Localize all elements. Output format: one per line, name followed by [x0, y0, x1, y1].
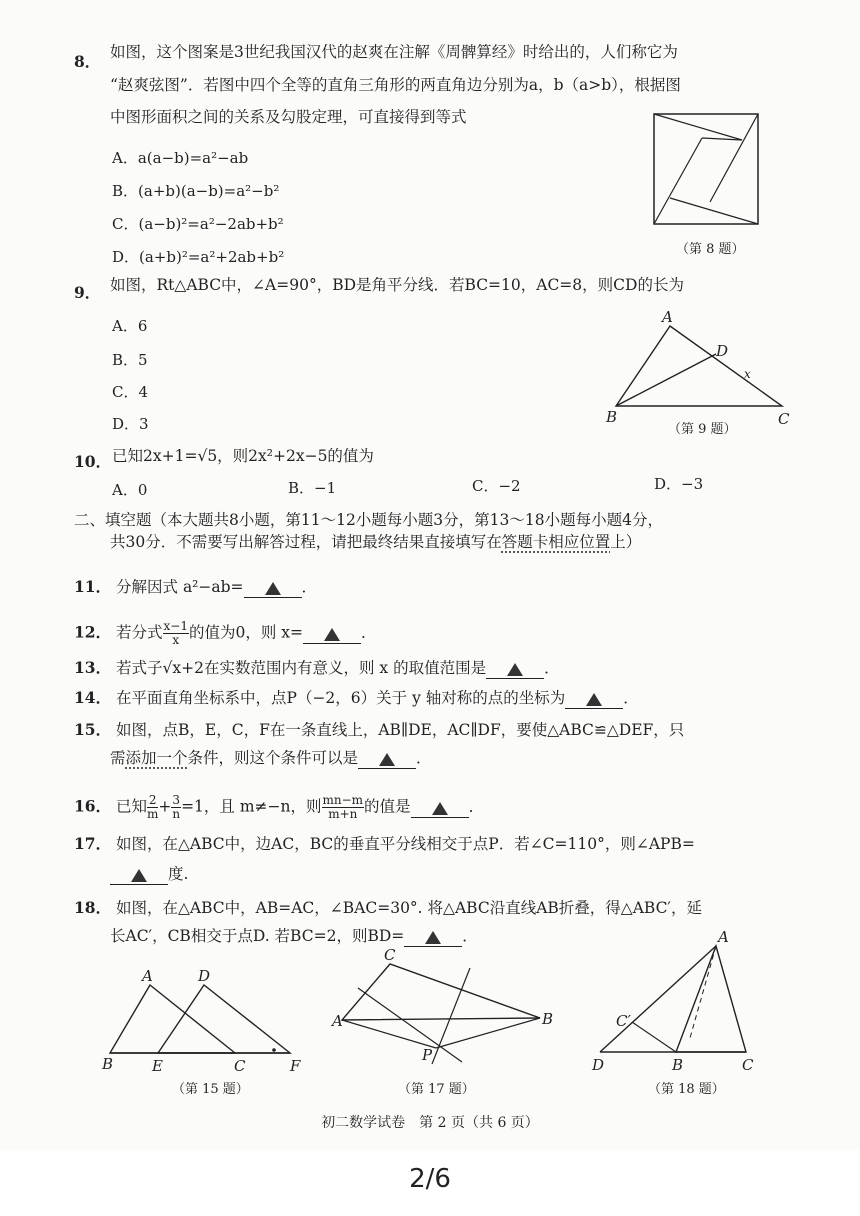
q15-label-a: A	[142, 967, 153, 985]
triangle-icon	[379, 753, 395, 766]
q15-label-e: E	[152, 1057, 163, 1075]
q18-label-c: C	[742, 1056, 754, 1074]
q9-text: 如图，Rt△ABC中，∠A=90°，BD是角平分线．若BC=10，AC=8，则CD的长为	[110, 276, 684, 294]
q17-line2: 度.	[110, 864, 188, 885]
q15-label-f: F	[290, 1057, 301, 1075]
q9-label-d: D	[716, 342, 729, 360]
q18-label-c-prime: C′	[616, 1012, 631, 1030]
q9-option-c: C．4	[112, 383, 149, 401]
figure-q18-triangle	[590, 928, 770, 1073]
triangle-icon	[507, 663, 523, 676]
q15-line2: 需添加一个条件，则这个条件可以是 ．	[110, 749, 432, 767]
triangle-icon	[425, 931, 441, 944]
q15-label-c: C	[234, 1057, 246, 1075]
page-footer: 初二数学试卷 第 2 页（共 6 页）	[321, 1115, 539, 1131]
q9-label-a: A	[662, 308, 673, 326]
triangle-icon	[131, 869, 147, 882]
q18-figure-caption: （第 18 题）	[648, 1082, 725, 1097]
triangle-icon	[265, 582, 281, 595]
q8-number: 8．	[74, 52, 101, 71]
q9-label-c: C	[778, 410, 790, 428]
q18-label-a: A	[718, 928, 729, 946]
q18-label-d: D	[592, 1056, 605, 1074]
figure-q17-triangle	[330, 948, 560, 1073]
triangle-icon	[586, 693, 602, 706]
q12-fraction: $\frac{x-1}{x}$	[163, 619, 188, 647]
q9-option-b: B．5	[112, 351, 148, 369]
q17-answer-blank	[110, 866, 168, 885]
q15-answer-blank	[358, 750, 416, 769]
q13-answer-blank	[486, 660, 544, 679]
triangle-icon	[324, 628, 340, 641]
q15-line1: 15． 如图，点B，E，C，F在一条直线上，AB∥DE，AC∥DF，要使△ABC≌△DEF，只	[74, 720, 685, 739]
q8-text-line1: 如图，这个图案是3世纪我国汉代的赵爽在注解《周髀算经》时给出的，人们称它为	[110, 43, 678, 61]
q12-answer-blank	[303, 625, 361, 644]
q12: 12． 若分式 $\frac{x-1}{x}$ 的值为0，则 x= ．	[74, 619, 377, 647]
q10-number: 10．	[74, 452, 112, 471]
q8-text-line2: “赵爽弦图”．若图中四个全等的直角三角形的两直角边分别为a，b（a>b），根据图	[110, 76, 681, 94]
q18-line1: 18． 如图，在△ABC中，AB=AC，∠BAC=30°. 将△ABC沿直线AB折叠，得△ABC′，延	[74, 898, 702, 917]
q13: 13． 若式子√x+2在实数范围内有意义，则 x 的取值范围是 ．	[74, 658, 560, 677]
q17-label-a: A	[332, 1012, 343, 1030]
q8-option-b: B．(a+b)(a−b)=a²−b²	[112, 182, 280, 200]
q15-label-b: B	[102, 1055, 114, 1073]
q8-option-d: D．(a+b)²=a²+2ab+b²	[112, 248, 285, 266]
q10-text: 已知2x+1=√5，则2x²+2x−5的值为	[112, 447, 374, 465]
q11-answer-blank	[244, 579, 302, 598]
q10-option-c: C．−2	[472, 477, 521, 495]
q16-answer-blank	[411, 799, 469, 818]
q15-label-d: D	[198, 967, 211, 985]
q9-label-x: x	[744, 367, 751, 381]
q17-label-p: P	[422, 1046, 433, 1064]
page-indicator: 2/6	[409, 1164, 451, 1194]
q14: 14． 在平面直角坐标系中，点P（−2，6）关于 y 轴对称的点的坐标为 ．	[74, 688, 639, 707]
q10-option-d: D．−3	[654, 475, 704, 493]
triangle-icon	[432, 802, 448, 815]
q9-label-b: B	[606, 408, 618, 426]
figure-zhao-shuang-string-diagram	[652, 112, 762, 227]
q17-figure-caption: （第 17 题）	[398, 1082, 475, 1097]
figure-q9-triangle	[604, 306, 804, 431]
q14-answer-blank	[565, 690, 623, 709]
q18-answer-blank	[404, 928, 462, 947]
q8-figure-caption: （第 8 题）	[676, 242, 745, 257]
q17-label-b: B	[542, 1010, 554, 1028]
q18-label-b: B	[672, 1056, 684, 1074]
q9-figure-caption: （第 9 题）	[668, 422, 737, 437]
q9-option-d: D．3	[112, 415, 149, 433]
q10-option-a: A．0	[112, 481, 148, 499]
q8-option-a: A．a(a−b)=a²−ab	[112, 149, 249, 167]
q17-label-c: C	[384, 946, 396, 964]
q15-figure-caption: （第 15 题）	[172, 1082, 249, 1097]
figure-q15-triangles	[100, 965, 310, 1075]
q9-number: 9．	[74, 283, 101, 302]
q10-option-b: B．−1	[288, 479, 337, 497]
q17-line1: 17． 如图，在△ABC中，边AC，BC的垂直平分线相交于点P．若∠C=110°，则∠APB=	[74, 834, 695, 853]
q8-text-line3: 中图形面积之间的关系及勾股定理，可直接得到等式	[110, 108, 467, 126]
q8-option-c: C．(a−b)²=a²−2ab+b²	[112, 215, 284, 233]
section2-heading-line2: 共30分．不需要写出解答过程，请把最终结果直接填写在答题卡相应位置上）	[110, 533, 642, 551]
section2-heading-line1: 二、填空题（本大题共8小题，第11～12小题每小题3分，第13～18小题每小题4分，	[74, 511, 663, 529]
q11: 11． 分解因式 a²−ab= ．	[74, 577, 318, 596]
q9-option-a: A．6	[112, 317, 148, 335]
q18-line2: 长AC′，CB相交于点D. 若BC=2，则BD= ．	[110, 927, 478, 945]
q16: 16． 已知 $\frac{2}{m}$ + $\frac{3}{n}$ =1，且 m≠−n，则 $\frac{mn-m}{m+n}$ 的值是 ．	[74, 793, 485, 821]
